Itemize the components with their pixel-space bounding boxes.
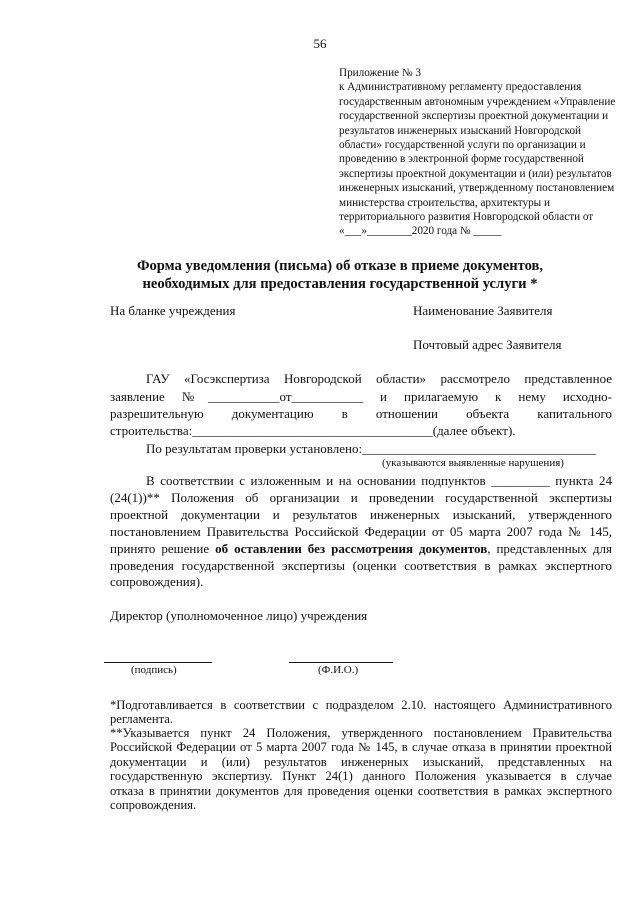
footnote-line: государственную экспертизу. Пункт 24(1) данного Положения указывается в случае [110,769,612,783]
title-line: Форма уведомления (письма) об отказе в приеме документов, [136,258,544,274]
decision-prefix: принято решение [110,541,216,556]
applicant-name: Наименование Заявителя [413,303,553,318]
page-number: 56 [313,36,327,51]
footnote-line: *Подготавливается в соответствии с подразделом 2.10. настоящего Административного [110,698,612,712]
signature-label: (подпись) [131,664,177,676]
appendix-line: области» государственной услуги по организации и [339,139,586,152]
decision-bold: об оставлении без рассмотрения документов [215,541,488,556]
appendix-line: проведению в электронной форме государственной [339,153,584,166]
appendix-line: «___»________2020 года № _____ [339,225,502,238]
appendix-line: территориального развития Новгородской области от [339,211,594,224]
signatory: Директор (уполномоченное лицо) учреждения [110,608,368,623]
appendix-line: инженерных изысканий, утвержденному постановлением [339,182,615,195]
body-line: сопровождения). [110,574,204,589]
body-line: постановлением Правительства Российской Федерации от 05 марта 2007 года № 145, [110,524,612,539]
body-line: По результатам проверки установлено:____________________________________ [146,441,597,456]
footnote-line: Российской Федерации от 5 марта 2007 года № 145, в случае отказа в принятии проектной [110,740,612,754]
title-line: необходимых для предоставления государственной услуги * [142,276,538,292]
body-line: заявление №___________от___________ и прилагаемую к нему исходно- [110,389,612,404]
body-line: строительства:_____________________________________(далее объект). [110,423,516,438]
body-line: (24(1))** Положения об организации и проведении государственной экспертизы [110,490,612,505]
blank-label: На бланке учреждения [110,303,236,318]
footnote-line: сопровождения. [110,798,197,812]
appendix-line: Приложение № 3 [339,67,421,79]
fio-label: (Ф.И.О.) [318,664,359,676]
footnote-line: регламента. [110,712,173,726]
body-line: проведения государственной экспертизы (оценки соответствия в рамках экспертного [110,558,612,573]
signature-line [104,662,212,663]
body-line: В соответствии с изложенным и на основании подпунктов _________ пункта 24 [146,473,612,488]
decision-suffix: , представленных для [487,541,612,556]
appendix-line: министерства строительства, архитектуры и [339,196,550,209]
appendix-line: результатов инженерных изысканий Новгородской [339,124,582,137]
footnote-line: документации и (или) результатов инженерных изысканий, представленных на [110,755,612,769]
fio-line [289,662,393,663]
body-line: разрешительную документацию в отношении объекта капитального [110,406,612,421]
appendix-line: экспертизы проектной документации и (или) результатов [339,167,612,180]
appendix-line: к Административному регламенту предоставления [339,81,582,94]
violations-note: (указываются выявленные нарушения) [382,457,564,469]
body-line: ГАУ «Госэкспертиза Новгородской области» рассмотрело представленное [146,371,612,386]
appendix-line: государственным автономным учреждением «Управление [339,95,616,108]
footnote-line: отказа в принятии документов для проведения оценки соответствия в рамках экспертного [110,784,612,798]
appendix-line: государственной экспертизы проектной документации и [339,110,609,123]
appendix-block [339,66,615,239]
decision-line [110,541,612,557]
document-title [60,257,620,293]
footnote-line: **Указывается пункт 24 Положения, утвержденного постановлением Правительства [110,726,612,740]
body-line: проектной документации и результатов инженерных изысканий, утвержденного [110,507,612,522]
applicant-address: Почтовый адрес Заявителя [413,337,562,352]
